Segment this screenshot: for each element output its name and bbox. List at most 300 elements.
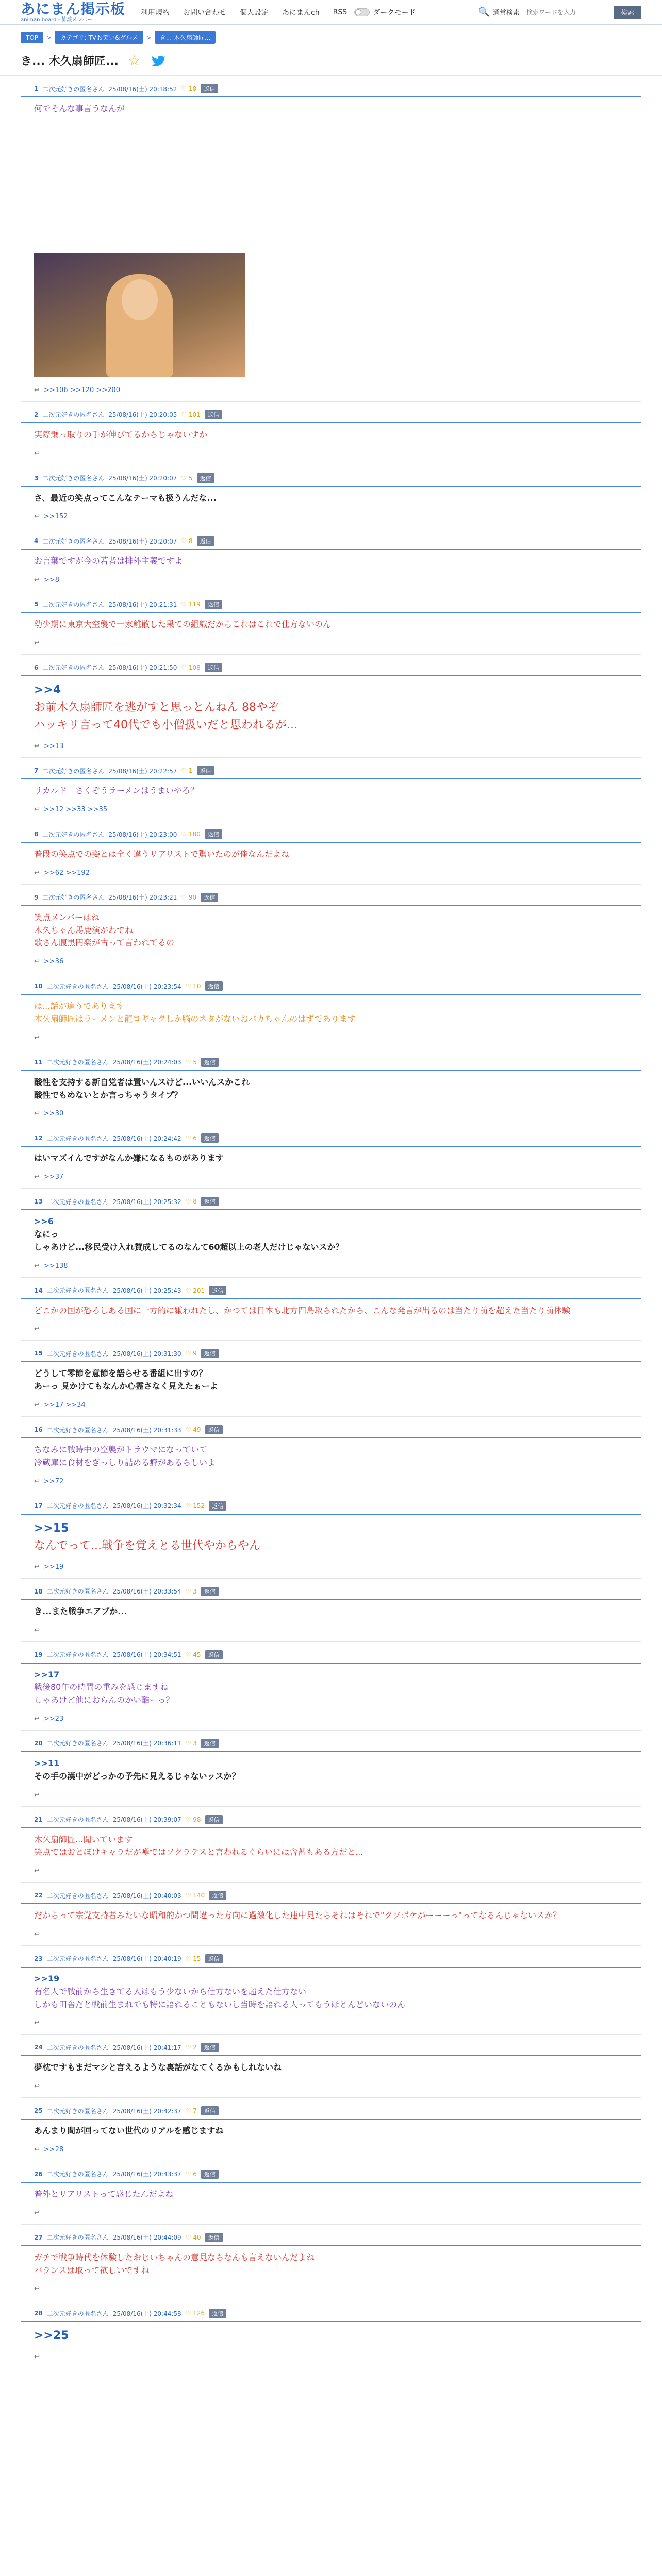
post bbox=[21, 1341, 641, 1417]
poster-name: 二次元好きの匿名さん bbox=[42, 601, 105, 608]
post-text-line: ハッキリ言って40代でも小僧扱いだと思われるが... bbox=[34, 719, 297, 732]
like-count: 45 bbox=[193, 1651, 201, 1658]
post-number[interactable]: 5 bbox=[34, 601, 39, 608]
poster-name: 二次元好きの匿名さん bbox=[46, 1740, 109, 1748]
reply-links[interactable]: >>17 >>34 bbox=[43, 1401, 86, 1410]
post-date: 25/08/16(土) 20:36:11 bbox=[112, 1740, 181, 1748]
reply-button[interactable]: 返信 bbox=[201, 1587, 219, 1596]
post-number[interactable]: 18 bbox=[34, 1587, 43, 1595]
thread-title-row bbox=[0, 47, 662, 76]
post-footer bbox=[21, 738, 641, 757]
quote-link[interactable]: >>17 bbox=[34, 1669, 60, 1680]
post-date: 25/08/16(土) 20:23:00 bbox=[108, 831, 177, 838]
post-date: 25/08/16(土) 20:22:57 bbox=[108, 767, 177, 775]
poster-name: 二次元好きの匿名さん bbox=[42, 767, 105, 775]
heart-icon: ♡ bbox=[185, 1198, 193, 1206]
post-footer bbox=[21, 2349, 641, 2368]
post bbox=[21, 1125, 641, 1189]
breadcrumb-top[interactable]: TOP bbox=[21, 32, 43, 43]
poster-name: 二次元好きの匿名さん bbox=[46, 1134, 109, 1142]
post-text-line: は...話が違うであります bbox=[34, 1001, 125, 1011]
like-button[interactable] bbox=[186, 1134, 197, 1142]
reply-button[interactable]: 返信 bbox=[209, 2309, 226, 2318]
heart-icon: ♡ bbox=[185, 1816, 193, 1823]
post-footer bbox=[21, 2281, 641, 2300]
like-count: 10 bbox=[193, 982, 201, 990]
poster-name: 二次元好きの匿名さん bbox=[42, 894, 105, 902]
post-text-line: しゃあけど...移民受け入れ賛成してるのなんて60超以上の老人だけじゃないスか？ bbox=[34, 1242, 344, 1252]
like-button[interactable] bbox=[181, 537, 192, 545]
poster-name: 二次元好きの匿名さん bbox=[46, 1059, 109, 1066]
reply-button[interactable]: 返信 bbox=[201, 1349, 219, 1358]
post-number[interactable]: 23 bbox=[34, 1955, 43, 1962]
reply-button[interactable]: 返信 bbox=[201, 1058, 219, 1067]
nav-item-rss[interactable]: RSS bbox=[333, 8, 347, 16]
breadcrumb bbox=[0, 25, 662, 47]
reply-button[interactable]: 返信 bbox=[209, 1501, 226, 1511]
reply-button[interactable]: 返信 bbox=[205, 981, 223, 991]
like-button[interactable] bbox=[186, 1892, 205, 1899]
post-header bbox=[21, 2170, 641, 2183]
post-footer bbox=[21, 1473, 641, 1493]
like-button[interactable] bbox=[186, 1955, 201, 1962]
poster-name: 二次元好きの匿名さん bbox=[46, 1198, 109, 1206]
reply-button[interactable]: 返信 bbox=[197, 536, 214, 546]
post-body bbox=[21, 1515, 641, 1559]
like-button[interactable] bbox=[186, 1059, 197, 1066]
poster-name: 二次元好きの匿名さん bbox=[46, 1426, 109, 1434]
post-body bbox=[21, 1210, 641, 1258]
post-body bbox=[21, 550, 641, 572]
post-number[interactable]: 14 bbox=[34, 1286, 43, 1294]
like-button[interactable] bbox=[186, 1426, 201, 1433]
reply-button[interactable]: 返信 bbox=[205, 1815, 223, 1824]
post-number[interactable]: 22 bbox=[34, 1892, 43, 1900]
site-logo[interactable] bbox=[21, 2, 125, 23]
post bbox=[21, 758, 641, 821]
post bbox=[21, 2098, 641, 2161]
heart-icon: ♡ bbox=[185, 2170, 193, 2178]
post-body bbox=[21, 1299, 641, 1321]
reply-links[interactable]: >>13 bbox=[43, 742, 64, 751]
like-button[interactable] bbox=[186, 1350, 197, 1357]
post-text-line: しゃあけど他におらんのかい酷ーっ？ bbox=[34, 1695, 174, 1705]
post-body bbox=[21, 423, 641, 446]
like-button[interactable] bbox=[181, 664, 200, 671]
quote-link[interactable]: >>19 bbox=[34, 1973, 60, 1984]
like-count: 40 bbox=[193, 2233, 201, 2241]
reply-links[interactable]: >>62 >>192 bbox=[43, 869, 90, 877]
post-number[interactable]: 7 bbox=[34, 767, 39, 775]
post-text-line: 歌さん腹黒円楽が古って言われてるの bbox=[34, 938, 175, 948]
post-number[interactable]: 12 bbox=[34, 1134, 43, 1142]
reply-button[interactable]: 返信 bbox=[205, 663, 222, 672]
reply-button[interactable]: 返信 bbox=[201, 84, 218, 93]
reply-button[interactable]: 返信 bbox=[205, 1954, 223, 1963]
reply-button[interactable]: 返信 bbox=[197, 473, 214, 483]
post-number[interactable]: 11 bbox=[34, 1058, 43, 1066]
like-count: 7 bbox=[193, 2107, 197, 2115]
like-button[interactable] bbox=[186, 1816, 201, 1823]
heart-icon: ♡ bbox=[185, 1350, 193, 1358]
reply-links[interactable]: >>12 >>33 >>35 bbox=[43, 806, 108, 814]
poster-name: 二次元好きの匿名さん bbox=[46, 1502, 109, 1510]
post bbox=[21, 1278, 641, 1341]
post-image[interactable] bbox=[34, 253, 245, 377]
like-button[interactable] bbox=[186, 2107, 197, 2114]
heart-icon: ♡ bbox=[181, 85, 189, 92]
post-date: 25/08/16(土) 20:42:37 bbox=[112, 2107, 181, 2115]
post-footer bbox=[21, 1106, 641, 1125]
post-header bbox=[21, 981, 641, 995]
like-button[interactable] bbox=[181, 601, 200, 608]
post-text-line: 木久ちゃん馬鹿演がわでね bbox=[34, 925, 134, 935]
like-button[interactable] bbox=[186, 2234, 201, 2241]
nav-item-terms[interactable]: 利用規約 bbox=[141, 8, 170, 17]
nav-menu bbox=[141, 7, 347, 18]
post-text-line: ちなみに戦時中の空襲がトラウマになっていて bbox=[34, 1445, 208, 1455]
post-number[interactable]: 28 bbox=[34, 2310, 43, 2317]
post-header bbox=[21, 1286, 641, 1299]
post-number[interactable]: 17 bbox=[34, 1502, 43, 1510]
reply-arrow-icon: ↩ bbox=[34, 1173, 40, 1181]
quote-link[interactable]: >>15 bbox=[34, 1521, 69, 1535]
reply-button[interactable]: 返信 bbox=[209, 1891, 226, 1900]
reply-links[interactable]: >>28 bbox=[43, 2145, 64, 2154]
poster-name: 二次元好きの匿名さん bbox=[46, 982, 109, 990]
post-body bbox=[21, 1752, 641, 1787]
nav-item-contact[interactable]: お問い合わせ bbox=[183, 8, 227, 17]
post-body bbox=[21, 1968, 641, 2015]
post bbox=[21, 528, 641, 591]
post bbox=[21, 2161, 641, 2225]
reply-arrow-icon: ↩ bbox=[34, 1791, 40, 1799]
post bbox=[21, 973, 641, 1049]
poster-name: 二次元好きの匿名さん bbox=[46, 1816, 109, 1824]
post-date: 25/08/16(土) 20:24:42 bbox=[112, 1134, 181, 1142]
heart-icon: ♡ bbox=[181, 893, 189, 901]
post-header bbox=[21, 1501, 641, 1515]
like-button[interactable] bbox=[186, 1740, 197, 1747]
post-body bbox=[21, 1071, 641, 1106]
post-number[interactable]: 24 bbox=[34, 2044, 43, 2052]
like-button[interactable] bbox=[186, 1651, 201, 1658]
like-count: 8 bbox=[188, 537, 193, 545]
heart-icon: ♡ bbox=[185, 1651, 193, 1658]
reply-arrow-icon: ↩ bbox=[34, 1626, 40, 1634]
reply-button[interactable]: 返信 bbox=[205, 600, 222, 609]
reply-links[interactable]: >>30 bbox=[43, 1110, 64, 1118]
post-number[interactable]: 19 bbox=[34, 1651, 43, 1658]
reply-arrow-icon: ↩ bbox=[34, 1325, 40, 1333]
post-text-line: リカルド さくぞうラーメンはうまいやろ？ bbox=[34, 786, 199, 796]
like-count: 1 bbox=[188, 767, 193, 775]
like-count: 201 bbox=[193, 1286, 205, 1294]
post-number[interactable]: 6 bbox=[34, 664, 39, 671]
post bbox=[21, 1731, 641, 1807]
heart-icon: ♡ bbox=[181, 601, 189, 608]
post-date: 25/08/16(土) 20:20:07 bbox=[108, 537, 177, 545]
reply-links[interactable]: >>72 bbox=[43, 1477, 64, 1485]
reply-button[interactable]: 返信 bbox=[197, 766, 214, 775]
post-footer bbox=[21, 382, 641, 401]
twitter-bird-icon[interactable] bbox=[150, 53, 166, 69]
logo-text: あにまん掲示板 bbox=[21, 0, 126, 18]
reply-arrow-icon: ↩ bbox=[34, 1110, 40, 1118]
toggle-switch[interactable] bbox=[354, 8, 370, 16]
heart-icon: ♡ bbox=[181, 831, 189, 838]
reply-arrow-icon: ↩ bbox=[34, 2285, 40, 2293]
like-button[interactable] bbox=[186, 1588, 197, 1595]
post-date: 25/08/16(土) 20:23:21 bbox=[108, 894, 177, 902]
post-body bbox=[21, 1147, 641, 1169]
nav-item-animanch[interactable]: あにまんch bbox=[282, 8, 320, 17]
reply-button[interactable]: 返信 bbox=[209, 1286, 226, 1295]
post-footer bbox=[21, 1030, 641, 1049]
post-footer bbox=[21, 2142, 641, 2161]
favorite-star-icon[interactable]: ☆ bbox=[127, 52, 141, 69]
reply-button[interactable]: 返信 bbox=[205, 410, 222, 419]
reply-arrow-icon: ↩ bbox=[34, 449, 40, 457]
post-number[interactable]: 3 bbox=[34, 474, 39, 482]
post bbox=[21, 465, 641, 529]
breadcrumb-thread[interactable]: き... 木久扇師匠... bbox=[155, 31, 216, 44]
like-count: 126 bbox=[193, 2310, 205, 2317]
like-count: 140 bbox=[193, 1892, 205, 1900]
post-body bbox=[21, 676, 641, 738]
post-text-line: 冷蔵庫に食材をぎっしり詰める癖があるらしいよ bbox=[34, 1457, 216, 1467]
post-body bbox=[21, 1438, 641, 1473]
post-date: 25/08/16(土) 20:32:34 bbox=[112, 1502, 181, 1510]
post-text-line: 酸性を支持する新自党者は置いんスけど...いいんスかこれ bbox=[34, 1077, 250, 1087]
post-body bbox=[21, 97, 641, 120]
post bbox=[21, 1642, 641, 1731]
post-text-line: 幼少期に東京大空襲で一家離散した果ての組織だからこれはこれで仕方ないのん bbox=[34, 619, 332, 630]
like-count: 5 bbox=[188, 474, 193, 482]
post-date: 25/08/16(土) 20:31:33 bbox=[112, 1426, 181, 1434]
quote-link[interactable]: >>4 bbox=[34, 683, 61, 697]
reply-arrow-icon: ↩ bbox=[34, 1715, 40, 1723]
post-header bbox=[21, 410, 641, 423]
post-text-line: 木久扇師匠はラーメンと龍ロギャグしか脳のネタがないおバカちゃんのはずであります bbox=[34, 1014, 356, 1024]
post-date: 25/08/16(土) 20:41:17 bbox=[112, 2044, 181, 2052]
post-date: 25/08/16(土) 20:21:31 bbox=[108, 601, 177, 608]
reply-button[interactable]: 返信 bbox=[205, 2233, 223, 2242]
thread-title: き... 木久扇師匠... bbox=[21, 55, 119, 68]
post-text-line: どこかの国が恐ろしある国に一方的に嫌われたし、かつては日本も北方四島取られたから、こんな発言が出るのは当たり前を超えた当たり前体験 bbox=[34, 1305, 571, 1315]
post-header bbox=[21, 2233, 641, 2246]
poster-name: 二次元好きの匿名さん bbox=[42, 664, 105, 672]
reply-links[interactable]: >>36 bbox=[43, 958, 64, 966]
like-button[interactable] bbox=[186, 1502, 205, 1510]
heart-icon: ♡ bbox=[181, 664, 189, 671]
post-header bbox=[21, 84, 641, 97]
post-body bbox=[21, 2056, 641, 2078]
dark-mode-toggle[interactable] bbox=[354, 7, 416, 18]
search-type-select[interactable]: 通常検索 bbox=[492, 9, 520, 17]
post-footer bbox=[21, 1926, 641, 1945]
reply-button[interactable]: 返信 bbox=[205, 829, 222, 839]
post-text-line: あんまり間が回ってない世代のリアルを感じますね bbox=[34, 2126, 224, 2136]
post-footer bbox=[21, 1863, 641, 1882]
post-body bbox=[21, 779, 641, 802]
post-number[interactable]: 13 bbox=[34, 1198, 43, 1206]
post-number[interactable]: 21 bbox=[34, 1816, 43, 1823]
quote-link[interactable]: >>11 bbox=[34, 1758, 60, 1768]
post-header bbox=[21, 1954, 641, 1968]
like-count: 49 bbox=[193, 1426, 201, 1434]
like-count: 18 bbox=[188, 85, 197, 92]
heart-icon: ♡ bbox=[181, 411, 189, 418]
breadcrumb-separator: > bbox=[146, 33, 152, 41]
post-date: 25/08/16(土) 20:21:50 bbox=[108, 664, 177, 672]
reply-button[interactable]: 返信 bbox=[201, 2170, 219, 2179]
reply-arrow-icon: ↩ bbox=[34, 576, 40, 584]
post-text-line: あーっ 見かけてもなんか心霊さなく見えたぁーよ bbox=[34, 1381, 218, 1392]
post bbox=[21, 1807, 641, 1883]
like-count: 2 bbox=[193, 2044, 197, 2052]
reply-links[interactable]: >>152 bbox=[43, 513, 68, 521]
reply-links[interactable]: >>19 bbox=[43, 1563, 64, 1571]
post bbox=[21, 1189, 641, 1277]
reply-arrow-icon: ↩ bbox=[34, 2082, 40, 2091]
like-count: 5 bbox=[193, 1058, 197, 1066]
reply-button[interactable]: 返信 bbox=[201, 1197, 219, 1206]
post-body bbox=[21, 1904, 641, 1926]
poster-name: 二次元好きの匿名さん bbox=[42, 474, 105, 482]
reply-button[interactable]: 返信 bbox=[201, 893, 218, 902]
post-date: 25/08/16(土) 20:25:32 bbox=[112, 1198, 181, 1206]
nav-item-settings[interactable]: 個人設定 bbox=[240, 8, 269, 17]
post-number[interactable]: 15 bbox=[34, 1350, 43, 1358]
post-header bbox=[21, 1197, 641, 1210]
quote-link[interactable]: >>6 bbox=[34, 1216, 54, 1227]
like-button[interactable] bbox=[181, 411, 200, 418]
post-header bbox=[21, 1891, 641, 1904]
post-body bbox=[21, 2120, 641, 2142]
post-text-line: 何でそんな事言うなんが bbox=[34, 104, 125, 113]
post-number[interactable]: 8 bbox=[34, 831, 39, 838]
post-number[interactable]: 10 bbox=[34, 982, 43, 990]
search-button[interactable]: 検索 bbox=[614, 6, 641, 19]
like-button[interactable] bbox=[181, 894, 196, 901]
post-footer bbox=[21, 2078, 641, 2097]
like-count: 152 bbox=[193, 1502, 205, 1510]
post-footer bbox=[21, 954, 641, 973]
like-button[interactable] bbox=[181, 767, 192, 774]
post-header bbox=[21, 893, 641, 906]
post-header bbox=[21, 2106, 641, 2120]
post-number[interactable]: 4 bbox=[34, 537, 39, 545]
post-number[interactable]: 25 bbox=[34, 2107, 43, 2115]
like-button[interactable] bbox=[186, 2044, 197, 2051]
like-button[interactable] bbox=[186, 982, 201, 990]
heart-icon: ♡ bbox=[185, 1058, 193, 1066]
like-button[interactable] bbox=[186, 2171, 197, 2178]
like-count: 119 bbox=[188, 601, 201, 608]
post-text-line: 戦後80年の時間の重みを感じますね bbox=[34, 1682, 169, 1692]
post-body bbox=[21, 995, 641, 1030]
post-footer bbox=[21, 802, 641, 821]
reply-arrow-icon: ↩ bbox=[34, 2145, 40, 2154]
reply-links[interactable]: >>106 >>120 >>200 bbox=[43, 386, 120, 394]
heart-icon: ♡ bbox=[185, 982, 193, 990]
reply-arrow-icon: ↩ bbox=[34, 1563, 40, 1571]
reply-arrow-icon: ↩ bbox=[34, 2019, 40, 2027]
reply-button[interactable]: 返信 bbox=[205, 1650, 223, 1659]
reply-links[interactable]: >>8 bbox=[43, 576, 59, 584]
like-count: 98 bbox=[193, 1816, 201, 1823]
post-header bbox=[21, 600, 641, 613]
poster-name: 二次元好きの匿名さん bbox=[46, 1892, 109, 1900]
heart-icon: ♡ bbox=[185, 1892, 193, 1900]
post-number[interactable]: 1 bbox=[34, 85, 39, 92]
post-header bbox=[21, 1058, 641, 1071]
search-icon: 🔍 bbox=[478, 7, 490, 18]
like-button[interactable] bbox=[186, 1287, 205, 1294]
poster-name: 二次元好きの匿名さん bbox=[42, 85, 105, 93]
heart-icon: ♡ bbox=[185, 1426, 193, 1434]
poster-name: 二次元好きの匿名さん bbox=[42, 831, 105, 838]
quote-link[interactable]: >>25 bbox=[34, 2329, 69, 2343]
post-date: 25/08/16(土) 20:40:19 bbox=[112, 1955, 181, 1963]
breadcrumb-category[interactable]: カテゴリ: TVお笑い&グルメ bbox=[55, 31, 143, 44]
post bbox=[21, 1579, 641, 1642]
poster-name: 二次元好きの匿名さん bbox=[42, 537, 105, 545]
post bbox=[21, 885, 641, 973]
like-button[interactable] bbox=[186, 1198, 197, 1205]
post-number[interactable]: 2 bbox=[34, 411, 39, 418]
like-button[interactable] bbox=[181, 831, 200, 838]
post-text-line: なんでって...戦争を覚えとる世代やからやん bbox=[34, 1539, 260, 1552]
reply-links[interactable]: >>23 bbox=[43, 1715, 64, 1723]
like-button[interactable] bbox=[181, 474, 192, 482]
post-header bbox=[21, 536, 641, 550]
reply-button[interactable]: 返信 bbox=[205, 1425, 223, 1434]
search-input[interactable] bbox=[523, 6, 610, 19]
post-number[interactable]: 20 bbox=[34, 1739, 43, 1747]
reply-arrow-icon: ↩ bbox=[34, 1401, 40, 1410]
like-count: 3 bbox=[193, 1739, 197, 1747]
post-date: 25/08/16(土) 20:18:52 bbox=[108, 85, 177, 93]
post bbox=[21, 591, 641, 655]
post-number[interactable]: 16 bbox=[34, 1426, 43, 1434]
like-button[interactable] bbox=[181, 85, 196, 92]
post-number[interactable]: 26 bbox=[34, 2170, 43, 2178]
reply-button[interactable]: 返信 bbox=[201, 2106, 219, 2115]
post-body bbox=[21, 2246, 641, 2281]
heart-icon: ♡ bbox=[185, 1286, 193, 1294]
post-text-line: 酸性でもめないとか言っちゃうタイプ？ bbox=[34, 1090, 183, 1100]
post-body bbox=[21, 2183, 641, 2205]
post-body bbox=[21, 613, 641, 635]
reply-button[interactable]: 返信 bbox=[201, 1133, 219, 1143]
like-count: 3 bbox=[193, 1587, 197, 1595]
post-number[interactable]: 27 bbox=[34, 2233, 43, 2241]
post bbox=[21, 402, 641, 465]
like-button[interactable] bbox=[186, 2310, 205, 2317]
reply-arrow-icon: ↩ bbox=[34, 1477, 40, 1485]
post-header bbox=[21, 2309, 641, 2322]
poster-name: 二次元好きの匿名さん bbox=[46, 2234, 109, 2242]
post-body bbox=[21, 906, 641, 954]
post-number[interactable]: 9 bbox=[34, 893, 39, 901]
reply-button[interactable]: 返信 bbox=[201, 1739, 219, 1748]
reply-links[interactable]: >>37 bbox=[43, 1173, 64, 1181]
reply-links[interactable]: >>138 bbox=[43, 1262, 68, 1270]
reply-arrow-icon: ↩ bbox=[34, 2209, 40, 2217]
reply-button[interactable]: 返信 bbox=[201, 2043, 219, 2052]
